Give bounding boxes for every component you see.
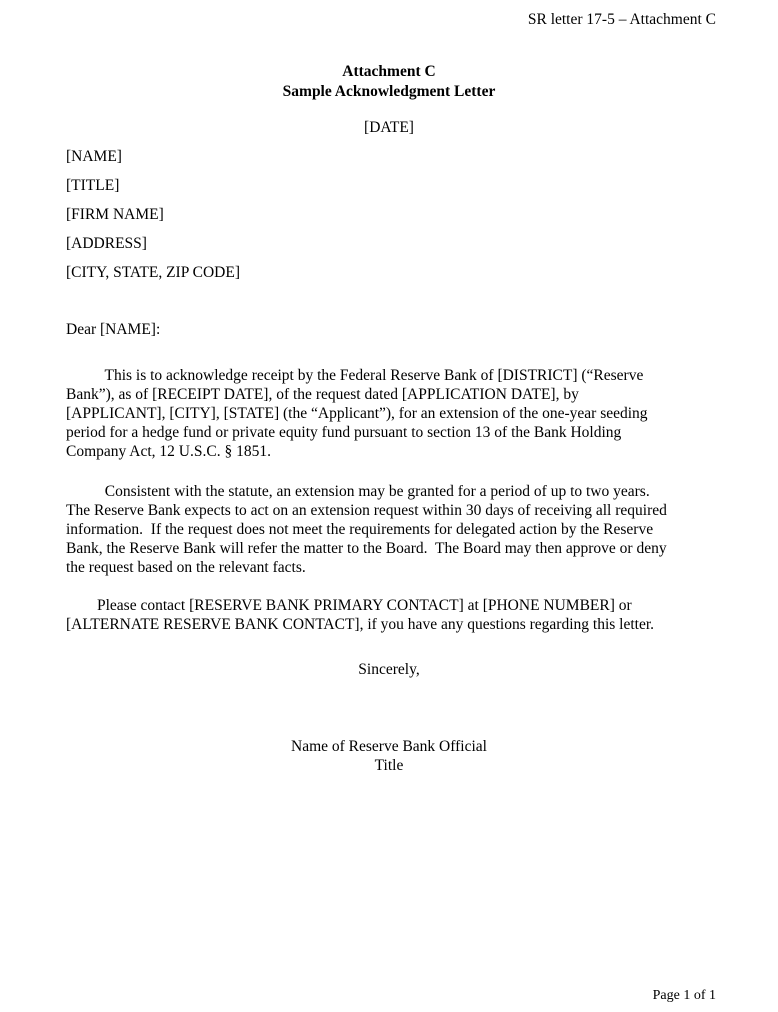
page-number: Page 1 of 1: [652, 988, 716, 1003]
body-paragraph-1: [66, 366, 716, 461]
letter-date: [DATE]: [364, 119, 414, 136]
paragraph-line: [APPLICANT], [CITY], [STATE] (the “Applicant”), for an extension of the one-year seeding: [66, 405, 648, 422]
recipient-firm: [FIRM NAME]: [66, 206, 164, 223]
title-line-1: Attachment C: [342, 63, 436, 80]
signature-block: [0, 737, 778, 775]
signatory-name: Name of Reserve Bank Official: [291, 738, 487, 755]
recipient-name: [NAME]: [66, 148, 122, 165]
signatory-title: Title: [374, 757, 404, 774]
paragraph-line: Please contact [RESERVE BANK PRIMARY CONTACT] at [PHONE NUMBER] or: [66, 597, 632, 614]
closing: Sincerely,: [358, 661, 420, 678]
paragraph-line: Bank”), as of [RECEIPT DATE], of the request dated [APPLICATION DATE], by: [66, 386, 579, 403]
salutation: Dear [NAME]:: [66, 321, 161, 338]
document-reference: SR letter 17-5 – Attachment C: [527, 11, 716, 28]
body-paragraph-2: [66, 482, 716, 577]
paragraph-line: This is to acknowledge receipt by the Federal Reserve Bank of [DISTRICT] (“Reserve: [66, 367, 644, 384]
paragraph-line: The Reserve Bank expects to act on an extension request within 30 days of receiving all required: [66, 502, 667, 519]
paragraph-line: [ALTERNATE RESERVE BANK CONTACT], if you have any questions regarding this letter.: [66, 616, 655, 633]
recipient-address: [ADDRESS]: [66, 235, 147, 252]
paragraph-line: information. If the request does not meet the requirements for delegated action by the Reserve: [66, 521, 654, 538]
recipient-title: [TITLE]: [66, 177, 120, 194]
paragraph-line: period for a hedge fund or private equity fund pursuant to section 13 of the Bank Holding: [66, 424, 622, 441]
paragraph-line: the request based on the relevant facts.: [66, 559, 306, 576]
paragraph-line: Company Act, 12 U.S.C. § 1851.: [66, 443, 271, 460]
body-paragraph-3: [66, 596, 716, 634]
recipient-city-state-zip: [CITY, STATE, ZIP CODE]: [66, 264, 240, 281]
paragraph-line: Consistent with the statute, an extension may be granted for a period of up to two years.: [66, 483, 650, 500]
document-title: [0, 62, 778, 102]
paragraph-line: Bank, the Reserve Bank will refer the matter to the Board. The Board may then approve or deny: [66, 540, 667, 557]
title-line-2: Sample Acknowledgment Letter: [282, 83, 496, 100]
recipient-address-block: [66, 147, 240, 292]
